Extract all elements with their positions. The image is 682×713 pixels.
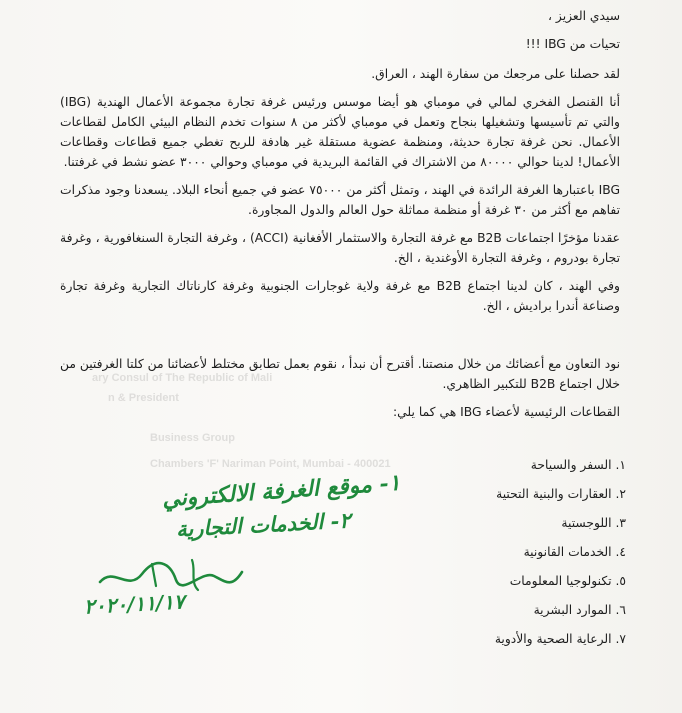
- paragraph-4: وفي الهند ، كان لدينا اجتماع B2B مع غرفة ولاية غوجارات الجنوبية وغرفة كارناتاك التجارية وغرفة تجارة وصناعة أندرا براديش ، الخ.: [60, 279, 620, 313]
- handwritten-note-line-2: ٢- الخدمات التجارية: [175, 507, 352, 542]
- sector-item: ٦. الموارد البشرية: [533, 603, 626, 617]
- handwritten-date: ٢٠٢٠/١١/١٧: [83, 589, 186, 619]
- sector-item: ٧. الرعاية الصحية والأدوية: [494, 632, 626, 646]
- paragraph-5: نود التعاون مع أعضائك من خلال منصتنا. أقترح أن نبدأ ، نقوم بعمل تطابق مختلط لأعضائنا من كلتا الغرفتين من خلال اجتماع B2B للتكبير الظاهري.: [60, 357, 620, 391]
- sectors-heading: القطاعات الرئيسية لأعضاء IBG هي كما يلي:: [393, 405, 620, 419]
- paragraph-2: IBG باعتبارها الغرفة الرائدة في الهند ، وتمثل أكثر من ٧٥٠٠٠ عضو في جميع أنحاء البلاد. يسعدنا وجود مذكرات تفاهم مع أكثر من ٣٠ غرفة أو منظمة مماثلة حول العالم والدول المجاورة.: [60, 183, 620, 217]
- paragraph-3: عقدنا مؤخرًا اجتماعات B2B مع غرفة التجارة والاستثمار الأفغانية (ACCI) ، وغرفة التجارة السنغافورية ، وغرفة تجارة بودروم ، وغرفة التجارة الأوغندية ، الخ.: [60, 231, 620, 265]
- greeting: تحيات من IBG !!!: [525, 37, 620, 51]
- sector-item: ٥. تكنولوجيا المعلومات: [509, 574, 626, 588]
- sector-item: ٤. الخدمات القانونية: [523, 545, 626, 559]
- salutation: سيدي العزيز ،: [548, 9, 620, 23]
- sector-item: ١. السفر والسياحة: [530, 458, 626, 472]
- show-through-line-1: ary Consul of The Republic of Mali: [92, 372, 273, 384]
- paragraph-1: أنا القنصل الفخري لمالي في مومباي هو أيضا موسس ورئيس غرفة تجارة مجموعة الأعمال الهندية (IBG) والتي تم تأسيسها وتشغيلها بنجاح وتعمل في مومباي لأكثر من ٨ سنوات تخدم النظام البيئي الكامل لقطاعات الأعمال. نحن غرفة تجارة حديثة، ومنظمة عضوية مستقلة غير هادفة للربح تغطي جميع قطاعات وقطاعات الأعمال! لدينا حوالي ٨٠٠٠٠ من الاشتراك في القائمة البريدية في مومباي وحوالي ٣٠٠٠ عضو نشط في غرفتنا.: [60, 95, 620, 169]
- intro-paragraph: لقد حصلنا على مرجعك من سفارة الهند ، العراق.: [371, 67, 620, 81]
- show-through-line-3: Business Group: [150, 432, 235, 444]
- sector-item: ٢. العقارات والبنية التحتية: [496, 487, 626, 501]
- show-through-line-4: Chambers 'F' Nariman Point, Mumbai - 400021: [150, 458, 391, 470]
- show-through-line-2: n & President: [108, 392, 179, 404]
- handwritten-note-line-1: ١- موقع الغرفة الالكتروني: [161, 469, 402, 513]
- sector-item: ٣. اللوجستية: [561, 516, 626, 530]
